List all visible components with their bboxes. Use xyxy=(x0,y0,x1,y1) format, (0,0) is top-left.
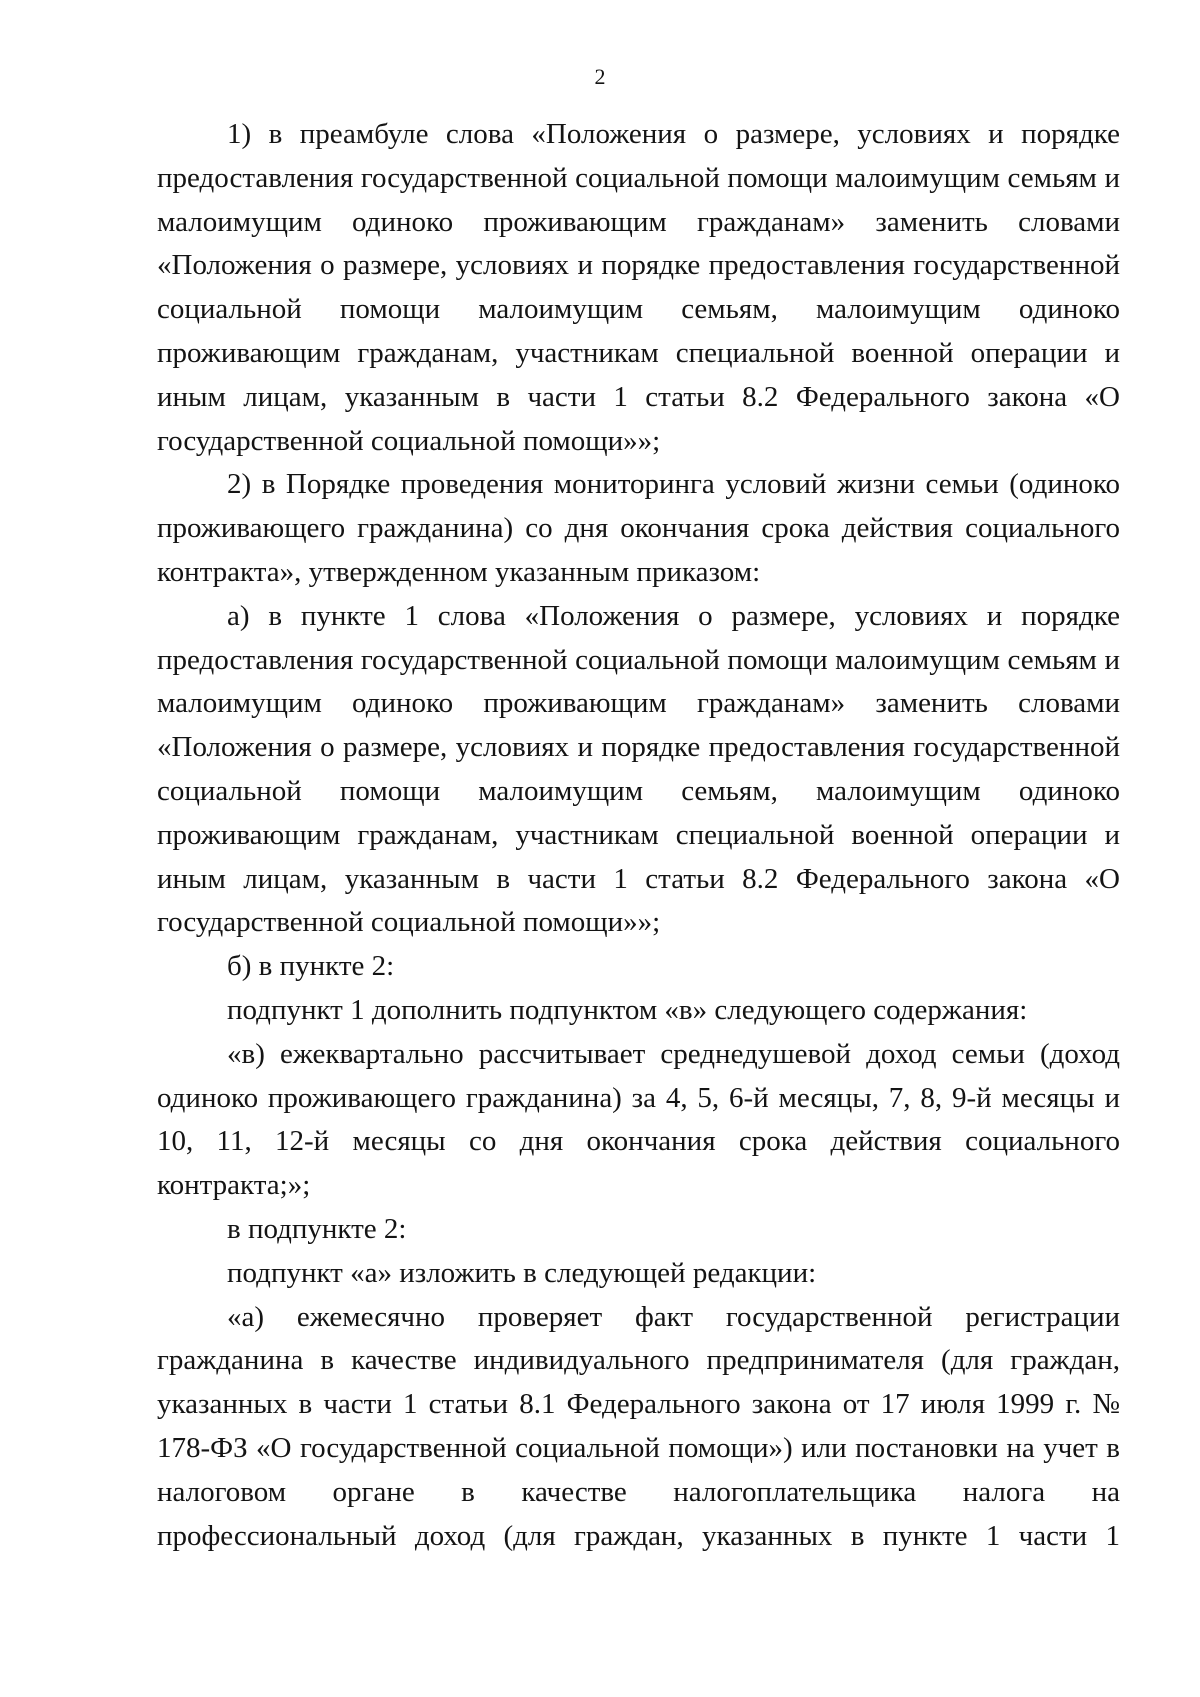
paragraph-9: «а) ежемесячно проверяет факт государственной регистрации гражданина в качестве индивидуального предпринимателя (для граждан, указанных в части 1 статьи 8.1 Федерального закона от 17 июля 1999 г. № 178-ФЗ «О государственной социальной помощи») или постановки на учет в налоговом органе в качестве налогоплательщика налога на профессиональный доход (для граждан, указанных в пункте 1 части 1 xyxy=(157,1300,1120,1552)
paragraph-4: б) в пункте 2: xyxy=(227,950,395,983)
paragraph-5: подпункт 1 дополнить подпунктом «в» следующего содержания: xyxy=(227,993,1028,1026)
paragraph-7: в подпункте 2: xyxy=(227,1212,407,1245)
page-number: 2 xyxy=(594,64,606,89)
paragraph-1: 1) в преамбуле слова «Положения о размере, условиях и порядке предоставления государственной социальной помощи малоимущим семьям и малоимущим одиноко проживающим гражданам» заменить словами «Положения о размере, условиях и порядке предоставления государственной социальной помощи малоимущим семьям, малоимущим одиноко проживающим гражданам, участникам специальной военной операции и иным лицам, указанным в части 1 статьи 8.2 Федерального закона «О государственной социальной помощи»»; xyxy=(157,118,1120,457)
paragraph-8: подпункт «а» изложить в следующей редакции: xyxy=(227,1256,817,1289)
document-body xyxy=(157,113,1120,1558)
paragraph-3: а) в пункте 1 слова «Положения о размере, условиях и порядке предоставления государственной социальной помощи малоимущим семьям и малоимущим одиноко проживающим гражданам» заменить словами «Положения о размере, условиях и порядке предоставления государственной социальной помощи малоимущим семьям, малоимущим одиноко проживающим гражданам, участникам специальной военной операции и иным лицам, указанным в части 1 статьи 8.2 Федерального закона «О государственной социальной помощи»»; xyxy=(157,599,1120,939)
paragraph-2: 2) в Порядке проведения мониторинга условий жизни семьи (одиноко проживающего гражданина) со дня окончания срока действия социального контракта», утвержденном указанным приказом: xyxy=(157,468,1120,588)
paragraph-6: «в) ежеквартально рассчитывает среднедушевой доход семьи (доход одиноко проживающего гражданина) за 4, 5, 6-й месяцы, 7, 8, 9-й месяцы и 10, 11, 12-й месяцы со дня окончания срока действия социального контракта;»; xyxy=(157,1037,1120,1202)
